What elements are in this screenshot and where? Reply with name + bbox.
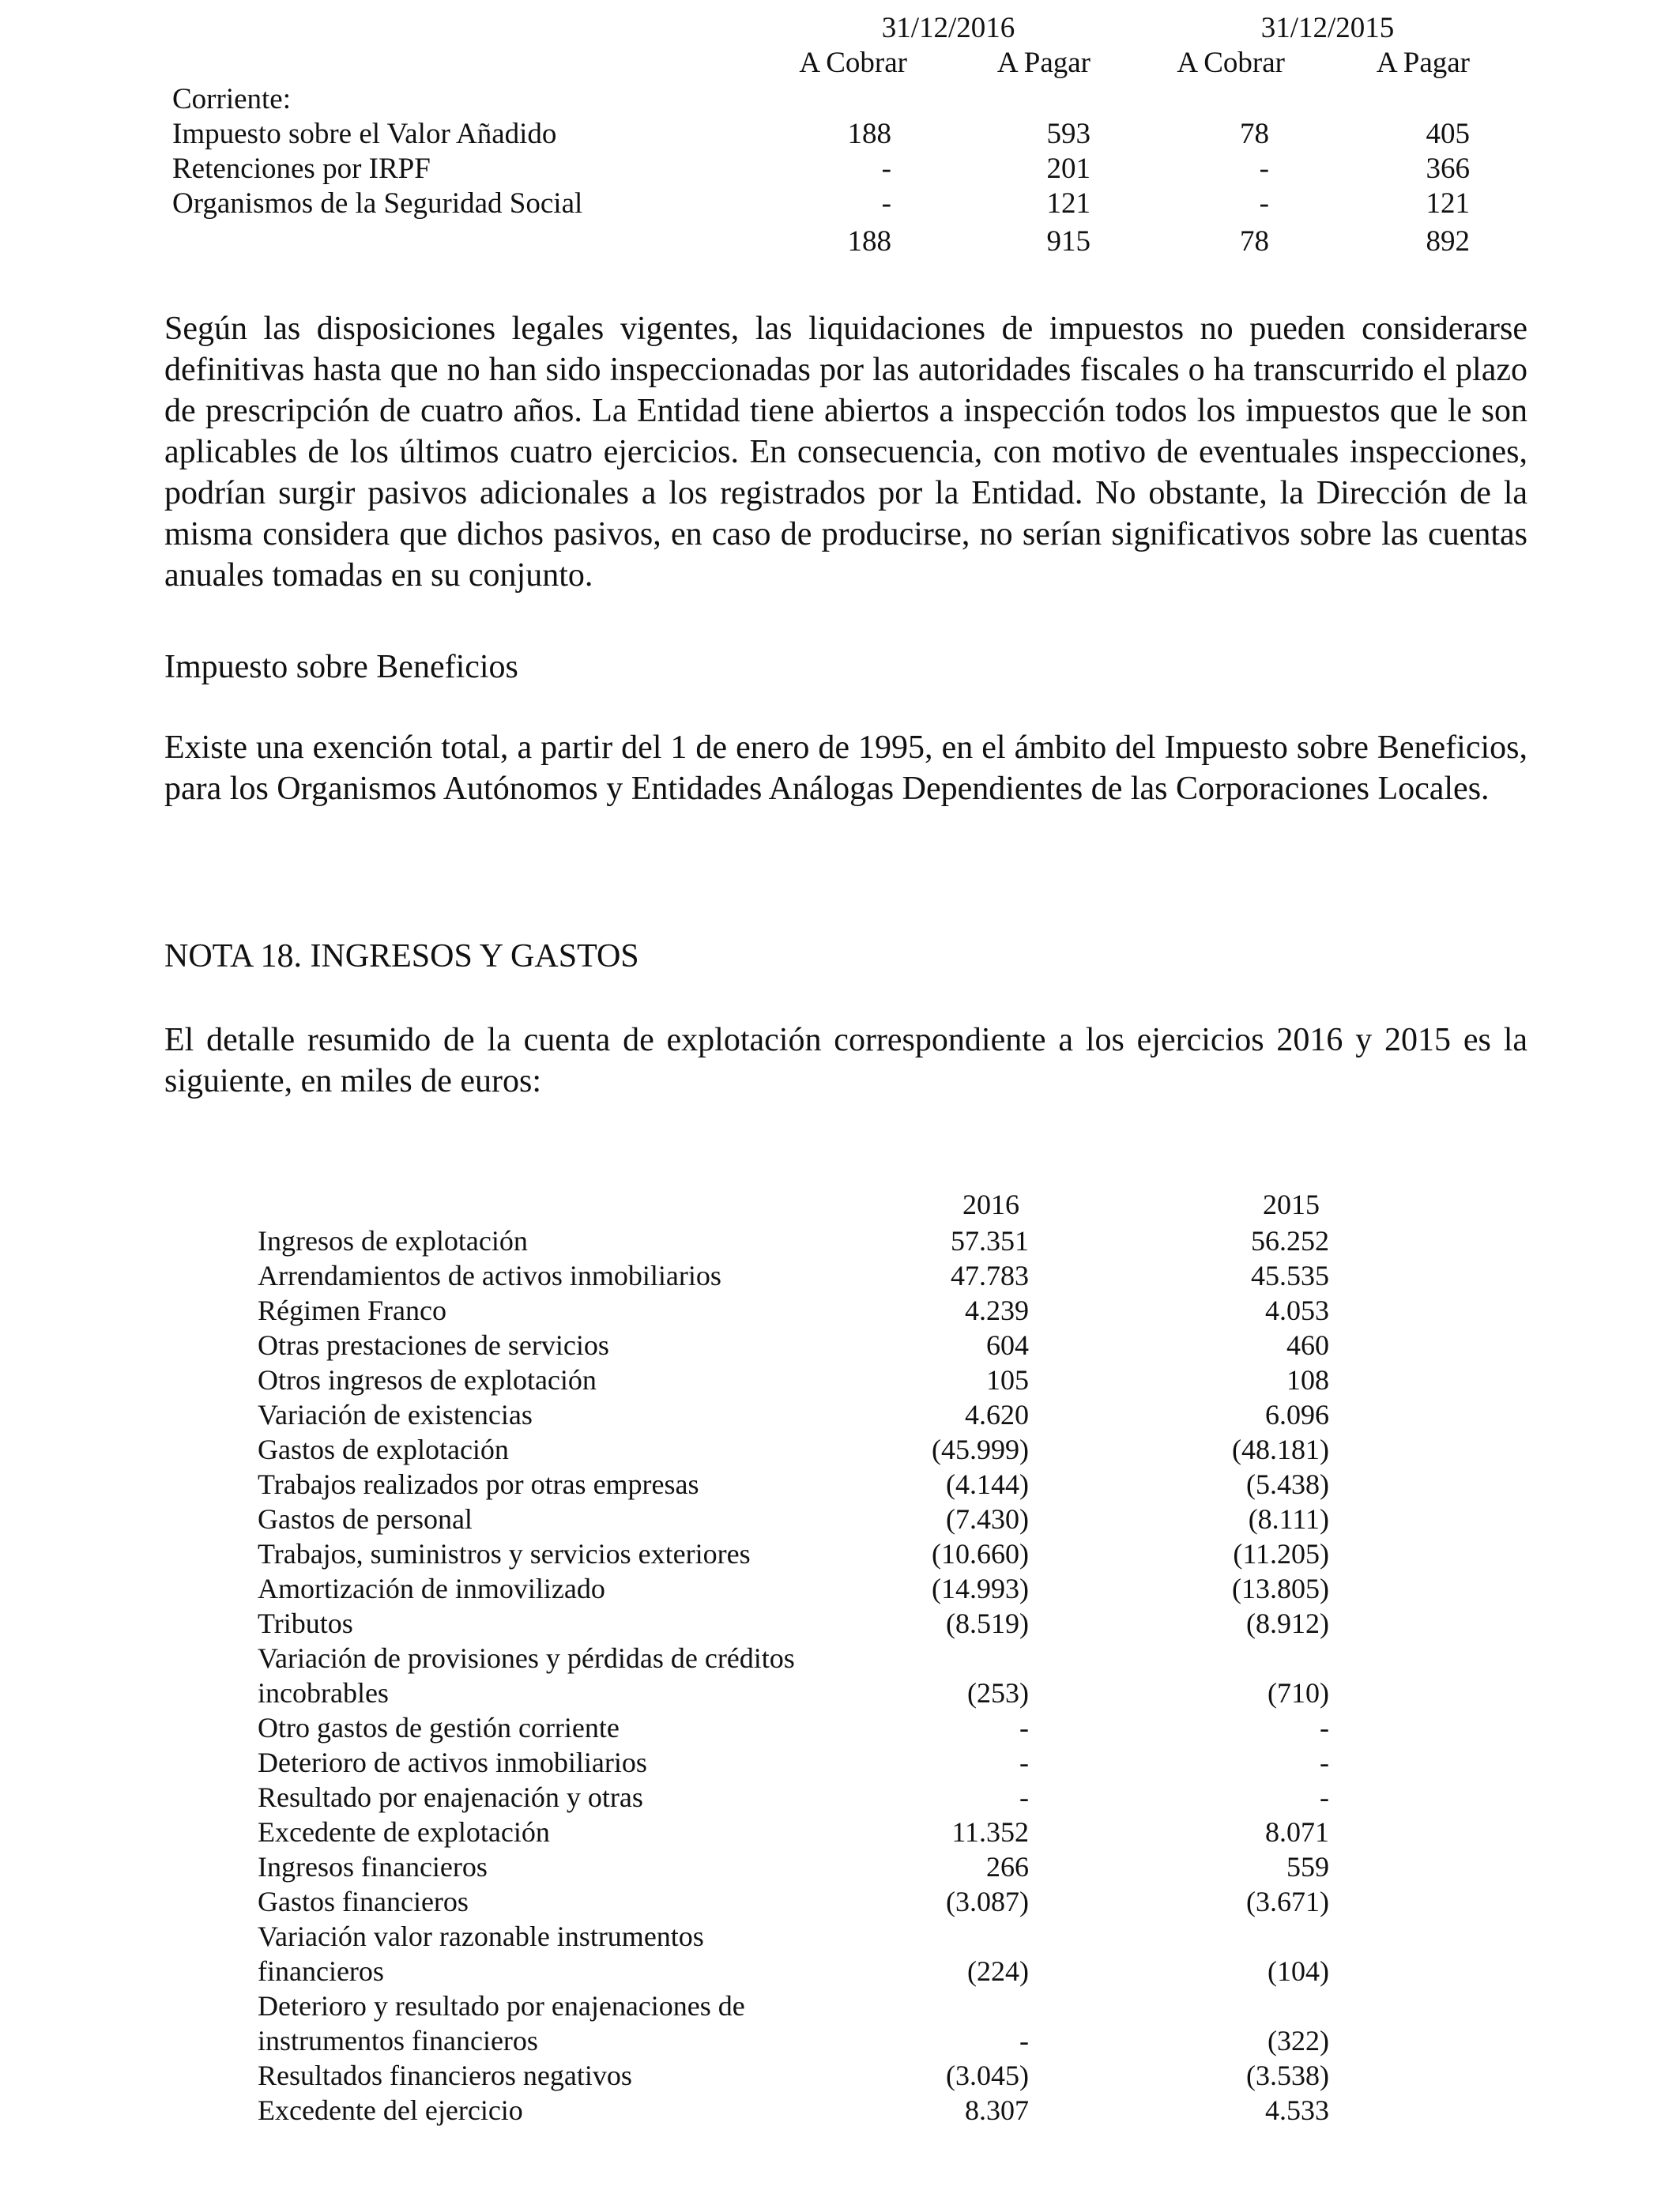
tax-row-value: 121 [1046,187,1090,220]
income-row-label: Otro gastos de gestión corriente [258,1712,620,1744]
income-value-2016: 105 [986,1364,1029,1396]
income-row-label: Variación de existencias [258,1399,533,1431]
tax-row-value: - [1259,187,1269,220]
income-row-label: Deterioro y resultado por enajenaciones de [258,1990,745,2022]
income-value-2015: (3.671) [1246,1886,1329,1917]
income-value-2015: - [1320,1781,1329,1813]
income-value-2015: 56.252 [1251,1225,1329,1257]
income-row-label: instrumentos financieros [258,2025,538,2056]
income-row-label: Resultados financieros negativos [258,2060,632,2091]
income-row-label: incobrables [258,1677,389,1709]
income-row-label: Arrendamientos de activos inmobiliarios [258,1260,721,1291]
subheading-impuesto-beneficios: Impuesto sobre Beneficios [164,649,518,685]
income-value-2015: (8.912) [1246,1608,1329,1639]
income-value-2015: (48.181) [1232,1434,1329,1465]
income-value-2016: 266 [986,1851,1029,1883]
income-value-2016: - [1019,1747,1029,1778]
income-value-2015: - [1320,1712,1329,1744]
tax-total-value: 915 [1046,225,1090,258]
income-row-label: Deterioro de activos inmobiliarios [258,1747,647,1778]
income-row-label: Ingresos de explotación [258,1225,528,1257]
income-row-label: Gastos financieros [258,1886,469,1917]
income-value-2015: 460 [1286,1329,1329,1361]
note-heading: NOTA 18. INGRESOS Y GASTOS [164,938,639,974]
income-row-label: Tributos [258,1608,353,1639]
income-value-2016: (3.087) [946,1886,1029,1917]
tax-row-value: 405 [1426,118,1470,150]
income-row-label: Trabajos realizados por otras empresas [258,1468,699,1500]
income-value-2015: 45.535 [1251,1260,1329,1291]
income-row-label: Otros ingresos de explotación [258,1364,597,1396]
year-header-2015: 2015 [1263,1189,1320,1220]
income-row-label: financieros [258,1955,384,1987]
income-value-2016: - [1019,1781,1029,1813]
income-value-2015: (104) [1268,1955,1329,1987]
tax-row-label: Retenciones por IRPF [172,153,431,185]
tax-row-value: 121 [1426,187,1470,220]
income-row-label: Otras prestaciones de servicios [258,1329,609,1361]
income-value-2015: 108 [1286,1364,1329,1396]
income-value-2016: 4.239 [965,1295,1029,1326]
income-row-label: Excedente del ejercicio [258,2094,523,2126]
income-row-label: Variación valor razonable instrumentos [258,1921,704,1952]
intro-paragraph: El detalle resumido de la cuenta de explotación correspondiente a los ejercicios 2016 y 2015 es la siguiente, en miles de euros: [164,1022,1527,1099]
tax-total-value: 78 [1240,225,1269,258]
income-value-2016: 4.620 [965,1399,1029,1431]
tax-row-value: 366 [1426,153,1470,185]
section-label: Corriente: [172,83,292,115]
income-value-2016: 8.307 [965,2094,1029,2126]
income-value-2016: (14.993) [932,1573,1029,1604]
tax-row-value: 593 [1046,118,1090,150]
tax-total-value: 188 [847,225,891,258]
income-value-2015: (322) [1268,2025,1329,2056]
tax-row-value: - [1259,153,1269,185]
column-header: A Pagar [1376,47,1470,79]
period-header-2016: 31/12/2016 [881,12,1015,44]
income-value-2016: (7.430) [946,1503,1029,1535]
income-value-2016: (4.144) [946,1468,1029,1500]
income-value-2016: - [1019,1712,1029,1744]
income-value-2015: 4.053 [1265,1295,1329,1326]
tax-row-value: - [881,153,891,185]
income-row-label: Amortización de inmovilizado [258,1573,605,1604]
income-value-2016: 11.352 [951,1816,1029,1848]
income-value-2015: 6.096 [1265,1399,1329,1431]
income-value-2015: (3.538) [1246,2060,1329,2091]
income-value-2015: 559 [1286,1851,1329,1883]
income-value-2015: 4.533 [1265,2094,1329,2126]
tax-row-value: 78 [1240,118,1269,150]
income-row-label: Régimen Franco [258,1295,446,1326]
income-row-label: Variación de provisiones y pérdidas de créditos [258,1642,795,1674]
tax-total-value: 892 [1426,225,1470,258]
tax-row-value: 188 [847,118,891,150]
income-row-label: Resultado por enajenación y otras [258,1781,643,1813]
income-value-2015: (710) [1268,1677,1329,1709]
income-row-label: Ingresos financieros [258,1851,488,1883]
exemption-paragraph: Existe una exención total, a partir del 1 de enero de 1995, en el ámbito del Impuesto sobre Beneficios, para los Organismos Autónomos y Entidades Análogas Dependientes de las Corporaciones Locales. [164,729,1527,807]
income-value-2015: (5.438) [1246,1468,1329,1500]
income-value-2016: 47.783 [951,1260,1029,1291]
income-row-label: Trabajos, suministros y servicios exteriores [258,1538,751,1570]
income-value-2015: (13.805) [1232,1573,1329,1604]
tax-row-label: Impuesto sobre el Valor Añadido [172,118,557,150]
income-value-2016: - [1019,2025,1029,2056]
income-value-2016: (8.519) [946,1608,1029,1639]
income-value-2016: (3.045) [946,2060,1029,2091]
income-value-2015: - [1320,1747,1329,1778]
income-row-label: Gastos de personal [258,1503,473,1535]
income-value-2015: 8.071 [1265,1816,1329,1848]
column-header: A Cobrar [1177,47,1285,79]
income-row-label: Excedente de explotación [258,1816,550,1848]
income-value-2016: 604 [986,1329,1029,1361]
column-header: A Cobrar [799,47,907,79]
tax-row-label: Organismos de la Seguridad Social [172,187,583,220]
column-header: A Pagar [996,47,1090,79]
income-value-2016: 57.351 [951,1225,1029,1257]
period-header-2015: 31/12/2015 [1260,12,1395,44]
tax-inspection-paragraph: Según las disposiciones legales vigentes, las liquidaciones de impuestos no pueden considerarse definitivas hasta que no han sido inspeccionadas por las autoridades fiscales o ha transcurrido el plazo de prescripción de cuatro años. La Entidad tiene abiertos a inspección todos los impuestos que le son aplicables de los últimos cuatro ejercicios. En consecuencia, con motivo de eventuales inspecciones, podrían surgir pasivos adicionales a los registrados por la Entidad. No obstante, la Dirección de la misma considera que dichos pasivos, en caso de producirse, no serían significativos sobre las cuentas anuales tomadas en su conjunto. [164,311,1527,594]
tax-row-value: 201 [1046,153,1090,185]
income-value-2016: (253) [967,1677,1029,1709]
income-value-2015: (11.205) [1233,1538,1329,1570]
tax-row-value: - [881,187,891,220]
income-value-2016: (10.660) [932,1538,1029,1570]
year-header-2016: 2016 [962,1189,1019,1220]
income-value-2016: (224) [967,1955,1029,1987]
income-value-2016: (45.999) [932,1434,1029,1465]
income-row-label: Gastos de explotación [258,1434,509,1465]
income-value-2015: (8.111) [1248,1503,1329,1535]
